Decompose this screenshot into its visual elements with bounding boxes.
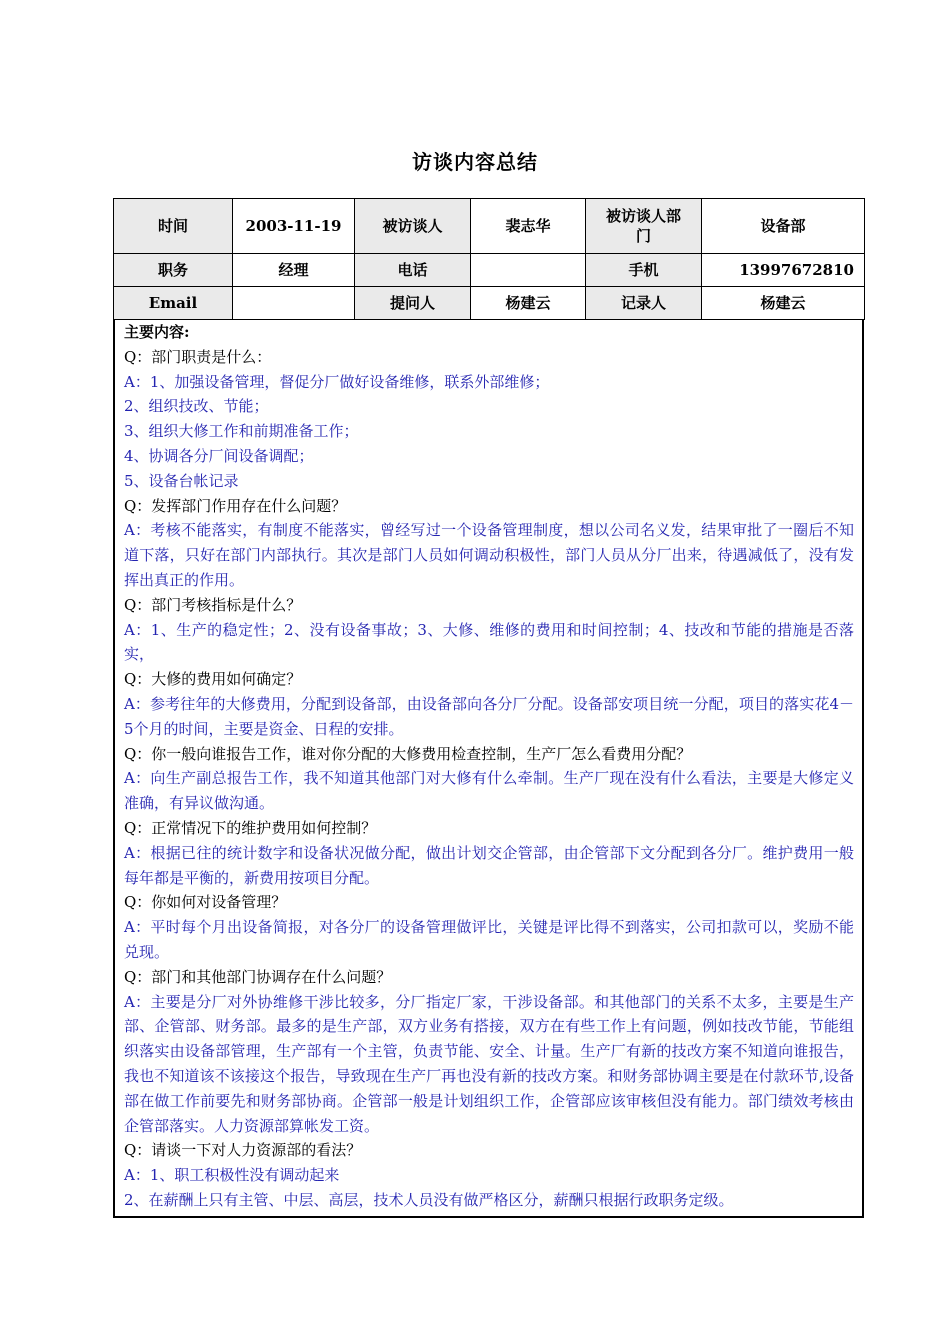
question-line: Q：部门和其他部门协调存在什么问题？ [124,967,392,986]
question-line: Q：大修的费用如何确定？ [124,670,302,689]
answer-line: A：向生产副总报告工作，我不知道其他部门对大修有什么牵制。生产厂现在没有什么看法，主要是大修定义准确，有异议做沟通。 [124,769,854,813]
question-line: Q：正常情况下的维护费用如何控制？ [124,818,377,837]
answer-line: A：1、生产的稳定性；2、没有设备事故；3、大修、维修的费用和时间控制；4、技改和节能的措施是否落实， [124,620,854,664]
question-line: Q：请谈一下对人力资源部的看法？ [124,1141,362,1160]
question-line: Q：部门职责是什么： [124,347,272,366]
time-value: 2003-11-19 [233,199,355,254]
answer-line: 5、设备台帐记录 [124,471,239,490]
recorder-label: 记录人 [586,287,702,320]
recorder-value: 杨建云 [702,287,865,320]
question-line: Q：部门考核指标是什么？ [124,595,302,614]
answer-line: A：平时每个月出设备简报，对各分厂的设备管理做评比，关键是评比得不到落实，公司扣款可以，奖励不能兑现。 [124,918,854,961]
dept-label: 被访谈人部门 [586,199,702,254]
info-row-3 [114,287,865,320]
question-line: Q：你一般向谁报告工作，谁对你分配的大修费用检查控制，生产厂怎么看费用分配？ [124,744,692,763]
time-label: 时间 [114,199,233,254]
qa-list [124,345,854,1213]
answer-line: A：参考往年的大修费用，分配到设备部，由设备部向各分厂分配。设备部安项目统一分配，项目的落实花4－5个月的时间，主要是资金、日程的安排。 [124,694,854,738]
main-content [113,320,864,1218]
phone-label: 电话 [355,254,471,287]
answer-line: A：主要是分厂对外协维修干涉比较多，分厂指定厂家，干涉设备部。和其他部门的关系不太多，主要是生产部、企管部、财务部。最多的是生产部，双方业务有搭接，双方在有些工作上有问题，例如技改节能，节能组织落实由设备部管理，生产部有一个主管，负责节能、安全、计量。生产厂有新的技改方案不知道向谁报告，我也不知道该不该接这个报告，导致现在生产厂再也没有新的技改方案。和财务部协调主要是在付款环节,设备部在做工作前要先和财务部协商。企管部一般是计划组织工作，企管部应该审核但没有能力。部门绩效考核由企管部落实。人力资源部算帐发工资。 [124,992,854,1135]
email-label: Email [114,287,233,320]
answer-line: A：根据已往的统计数字和设备状况做分配，做出计划交企管部，由企管部下文分配到各分厂。维护费用一般每年都是平衡的，新费用按项目分配。 [124,843,854,887]
question-line: Q：发挥部门作用存在什么问题？ [124,496,347,515]
interviewee-value: 裴志华 [471,199,586,254]
position-label: 职务 [114,254,233,287]
content-heading: 主要内容: [124,323,190,341]
answer-line: 2、组织技改、节能； [124,397,269,416]
position-value: 经理 [233,254,355,287]
mobile-label: 手机 [586,254,702,287]
phone-value [471,254,586,287]
info-row-1 [114,199,865,254]
info-table [113,198,865,320]
answer-line: 4、协调各分厂间设备调配； [124,446,314,465]
answer-line: A：1、加强设备管理，督促分厂做好设备维修，联系外部维修； [124,372,550,391]
questioner-label: 提问人 [355,287,471,320]
document-title: 访谈内容总结 [412,150,538,174]
info-row-2 [114,254,865,287]
email-value [233,287,355,320]
answer-line: 3、组织大修工作和前期准备工作； [124,422,359,441]
interviewee-label: 被访谈人 [355,199,471,254]
answer-line: A：考核不能落实，有制度不能落实，曾经写过一个设备管理制度，想以公司名义发，结果审批了一圈后不知道下落，只好在部门内部执行。其次是部门人员如何调动积极性，部门人员从分厂出来，待遇减低了，没有发挥出真正的作用。 [124,521,854,589]
answer-line: A：1、职工积极性没有调动起来 [124,1166,340,1185]
mobile-value: 13997672810 [702,254,865,287]
questioner-value: 杨建云 [471,287,586,320]
answer-line: 2、在薪酬上只有主管、中层、高层，技术人员没有做严格区分，薪酬只根据行政职务定级。 [124,1190,734,1209]
question-line: Q：你如何对设备管理？ [124,893,287,912]
dept-value: 设备部 [702,199,865,254]
